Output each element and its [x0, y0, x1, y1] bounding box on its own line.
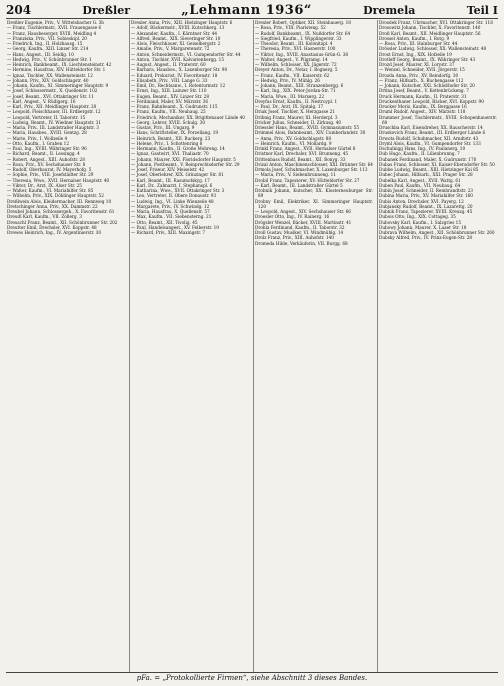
directory-entry: Dubovsky Karl, Kaufm., I. Salzgries 15: [379, 219, 462, 225]
directory-entry: — Alfred, Beamt., XIX. Sieveringer Str. 10: [131, 35, 221, 41]
directory-entry: — Friedrich, Ing., II. Holzhausg. 15: [7, 41, 83, 46]
directory-entry: — Josef, Friseur, XIV. Meiselstr. 42: [131, 167, 205, 172]
directory-entry: — Eugen, Beamt., XIV. Linzer Str. 28: [131, 93, 209, 99]
directory-entry: Drobnik Johann, Kutscher, XX. Klosterneuburger Str. 89: [255, 188, 373, 199]
directory-entry: — Max, Kaufm., VII. Siebensterng. 21: [131, 214, 212, 220]
directory-entry: — Franz, Tischlermstr., XVII. Frauengasse 6: [7, 25, 102, 31]
directory-entry: — Robert, Angest., XIII. Auhofstr. 28: [7, 156, 85, 162]
directory-entry: — Rudolf, Bankbeamt., IX. Nußdorfer Str. 64: [255, 30, 351, 36]
directory-entry: — Heinrich, Beamt., XII. Ruckerg. 23: [131, 135, 211, 141]
page-header: [6, 2, 498, 19]
directory-entry: Drizal Anton, Maschinenschlosser, XXI. Brünner Str. 64: [255, 161, 373, 167]
directory-entry: Dristner Karl, Drechsler, XVI. Brunneng. 45: [255, 151, 349, 157]
directory-entry: Drozd Josef, Maurer, XI. Lorystr. 37: [379, 62, 455, 67]
directory-entry: — Franz, Hausbesorger, XVIII. Meidling 4: [7, 30, 97, 36]
directory-entry: Druml Rudolf, Angest., XIV. Märzstr. 118: [379, 109, 466, 115]
directory-entry: — Josef, Schlossermstr., X. Quellenstr. 102: [7, 88, 98, 94]
directory-entry: — Hedwig, Priv., V. Schönbrunner Str. 1: [7, 56, 92, 62]
directory-entry: Driessler Hans, Beamt., XVIII. Gymnasiumstr. 55: [255, 125, 360, 130]
directory-entry: — Richard, Priv., XIII. Maxingstr. 7: [131, 230, 206, 235]
directory-entry: — Ferdinand, Maler, XV. Märzstr. 36: [131, 98, 209, 104]
directory-entry: — Leopold, Angest., XIV. Sechshauser Str. 66: [255, 209, 351, 214]
column-4: [377, 20, 498, 672]
directory-entry: — Hans, Angest., III. Seidlg. 10: [7, 51, 74, 57]
directory-entry: Dubrava Wilhelm, Angest., XII. Schönbrunner Str. 260: [379, 230, 495, 235]
directory-entry: — Franz, Kaufm., VII. Neubaug. 25: [131, 109, 206, 115]
directory-entry: — Barbara, Hausbes., X. Laxenburger Str. 90: [131, 67, 228, 73]
directory-entry: — Karl, Dr., Zahnarzt, I. Stephanspl. 6: [131, 182, 213, 188]
directory-entry: Druskovich Franz, Beamt., III. Erdberger Lände 6: [379, 130, 486, 136]
directory-entry: — Maria, Priv., III. Landstraßer Hauptstr. 3: [7, 125, 99, 130]
directory-entry: — Rosa, Priv., III. Hainburger Str. 44: [379, 41, 458, 46]
directory-entry: Dreutter Emil, Drechsler, XVI. Koppstr. 48: [7, 224, 97, 230]
directory-entry: Drosdek Franz, Uhrmacher, XVI. Ottakringer Str. 118: [379, 20, 493, 25]
directory-entry: — Leopold, Vertreter, II. Taborstr. 15: [7, 114, 86, 120]
directory-entry: — Karl, Beamt., III. Landstraßer Gürtel 5: [255, 182, 343, 188]
directory-entry: Drotleff Georg, Beamt., IX. Währinger Str. 43: [379, 56, 476, 62]
directory-entry: Dubas Franz, Schlosser, XI. Kaiser-Ebersdorfer Str. 50: [379, 161, 495, 167]
directory-entry: Drittenbass Rudolf, Beamt., XII. Bonyg. 33: [255, 156, 346, 162]
directory-entry: Droß Karl, Beamt., XII. Meidlinger Hauptstr. 56: [379, 30, 481, 36]
directory-entry: Dubanek Ferdinand, Maler, X. Gudrunstr. 170: [379, 156, 477, 162]
directory-entry: Drimmel Alois, Bahnbeamt., XIV. Cumberlandstr. 30: [255, 130, 366, 136]
header-left-keyword: Dreßler: [82, 3, 130, 17]
directory-entry: — Josef, Beamt., XVI. Ottakringer Str. 11: [7, 93, 94, 99]
directory-entry: Drexler Robert, Optiker, XII. Steinbauerg. 18: [255, 20, 351, 25]
directory-entry: — Theresia, Priv., XVI. Hasnerstr. 100: [255, 46, 336, 52]
directory-entry: Droll Gustav, Musiker, VI. Windmühlg. 14: [255, 230, 344, 235]
directory-entry: — Hermann, Kaufm., II. Große Mohreng. 14: [131, 146, 225, 151]
directory-entry: — Viktor, Ing., XVIII. Anastasius-Grün-G. 38: [255, 51, 349, 57]
directory-entry: — Wilhelm, Priv., XIX. Döblinger Hauptstr. 52: [7, 193, 104, 199]
header-right-keyword: Dremela: [363, 3, 416, 17]
directory-entry: Dreudl Karl, Kaufm., VII. Zollerg. 3: [7, 214, 82, 220]
directory-entry: — Karl, Angest., V. Rüdigerg. 16: [7, 98, 76, 104]
directory-entry: — Otto, Kaufm., I. Graben 12: [7, 140, 70, 146]
directory-entry: Dub Hugo, Kaufm., II. Lilienbrunng. 7: [379, 151, 460, 157]
directory-entry: — Gustav, Priv., III. Ungarg. 9: [131, 125, 195, 130]
directory-entry: Dubois Otto, Ing., XIX. Cottageg. 35: [379, 214, 456, 220]
directory-entry: Drossel Anton, Kaufm., I. Rotg. 9: [379, 35, 450, 41]
directory-entry: Dribnig Franz, Maurer, XI. Herderpl. 3: [255, 114, 338, 120]
directory-entry: — Rosa, Priv., VIII. Piaristeng. 52: [255, 25, 326, 31]
directory-entry: Dreuschl Franz, Beamt., XII. Schönbrunner Str. 202: [7, 219, 118, 225]
directory-entry: — Franziska, Priv., VII. Sobieskipl. 20: [7, 35, 87, 41]
directory-entry: Dreyer Anton, Dr., Notar, I. Bognerg. 5: [255, 67, 338, 73]
directory-entry: — Theresia, Wwe., XVII. Hernalser Hauptstr. 40: [7, 177, 110, 183]
column-1: [6, 20, 126, 672]
directory-entry: — Johann, Kaufm., XI. Simmeringer Hauptstr. 9: [7, 83, 109, 88]
directory-entry: Driak Josef, Tischler, X. Herzgasse 21: [255, 109, 335, 115]
directory-entry: — Maria, Wwe., III. Marxerg. 22: [255, 93, 325, 99]
column-3: [253, 20, 374, 672]
directory-entry: — Otto, Beamt., XII. Tivolig. 45: [131, 219, 198, 225]
directory-entry: Drobil Franz, Tapezierer, XV. Hütteldorfer Str. 27: [255, 177, 360, 183]
directory-entry: Druckenthaner Leopold, Bäcker, XVI. Koppstr. 90: [379, 98, 484, 104]
directory-entry: Dubnik Franz, Tapezierer, XVIII. Kreuzg. 45: [379, 209, 473, 214]
directory-entry: — Friedrich, Mechaniker, XX. Brigittenauer Lände 40: [131, 114, 245, 120]
directory-entry: — Emil, Dr., Rechtsanw., I. Rotenturmstr. 12: [131, 83, 226, 88]
directory-entry: — Maria, Hausfrau, X. Quellenstr. 57: [131, 209, 210, 214]
directory-entry: — Leo, Vertreter, II. Obere Donaustr. 93: [131, 193, 217, 199]
directory-entry: — Rosa, Priv., XV. Sechshauser Str. 8: [7, 161, 86, 167]
directory-entry: Dubelka Karl, Angest., XVII. Wattg. 61: [379, 177, 461, 183]
directory-entry: — Eduard, Prokurist, IV. Favoritenstr. 18: [131, 72, 218, 78]
directory-entry: — Sophie, Priv., VIII. Josefstädter Str. 29: [7, 172, 94, 178]
directory-entry: Drmola Josef, Schuhmacher, X. Laxenburger Str. 113: [255, 167, 368, 172]
directory-entry: Drohla Ferdinand, Kaufm., II. Taborstr. 32: [255, 224, 345, 230]
directory-entry: — Hedwig, Priv., IV. Mühlg. 26: [255, 77, 320, 83]
directory-entry: — Maria, Priv., V. Siebenbrunneng. 11: [255, 172, 336, 178]
directory-entry: — Ludwig, Ing., VI. Linke Wienzeile 48: [131, 198, 214, 204]
directory-entry: — Ignaz, Gastwirt, XVI. Thaliastr. 70: [131, 151, 209, 157]
directory-entry: Druck Hermann, Kaufm., II. Praterstr. 31: [379, 93, 467, 99]
directory-entry: Drosowitz Johann, Tischler, X. Favoritenstr. 140: [379, 25, 481, 31]
directory-entry: — Georg, Kaufm., XIII. Linzer Str. 214: [7, 46, 89, 52]
directory-entry: — Johann, Postbeamt., V. Reinprechtsdorfer Str. 29: [131, 161, 240, 167]
directory-entry: — Karl, Ing., XIX. Peter-Jordan-Str. 71: [255, 88, 336, 94]
directory-entry: Dretschinger Anna, Priv., XX. Dammstr. 22: [7, 203, 98, 209]
directory-entry: — Marie, Priv., I. Wollzeile 4: [7, 135, 68, 141]
directory-entry: — Anton, Tischler, XVII. Kalvarienbergg. 15: [131, 56, 224, 62]
directory-entry: Druschba Karl, Eisendreher, XX. Rauscherstr. 14: [379, 125, 483, 130]
page-footer: pFa. = „Protokollierte Firmen“, siehe Abschnitt 3 dieses Bandes.: [6, 672, 498, 684]
directory-entry: Drost Ernst, Ing., XIX. Hofzeile 19: [379, 51, 452, 57]
directory-columns: [6, 20, 498, 672]
directory-entry: — August, Angest., II. Praterstr. 60: [131, 62, 206, 67]
directory-entry: Dschulnigg Hans, Ing., IV. Paulanerg. 10: [379, 146, 466, 151]
directory-entry: — Johann, Maurer, XXI. Floridsdorfer Hauptstr. 5: [131, 156, 236, 162]
directory-entry: — Johann, Beamt., XIII. Stranzenbergg. 6: [255, 83, 344, 88]
page-title: „Lehmann 1936“: [181, 2, 312, 18]
directory-entry: — Heinrich, Kaufm., VI. Mollardg. 9: [255, 140, 332, 146]
directory-entry: — Margarete, Priv., IV. Schwindg. 12: [131, 203, 210, 209]
directory-entry: Drössler Ludwig, Schlosser, XX. Wallensteinstr. 48: [379, 46, 487, 52]
directory-entry: — Adolf, Bäckermstr., XVIII. Kutschkerg. 13: [131, 25, 225, 31]
directory-entry: — Wilhelm, Schlosser, XX. Jägerstr. 72: [255, 62, 337, 67]
directory-entry: Dubowy Johann, Maurer, X. Laaer Str. 18: [379, 224, 467, 230]
column-2: [129, 20, 250, 672]
directory-entry: — Paul, Dr., Arzt, IX. Spitalg. 17: [255, 104, 324, 109]
directory-entry: Dubis Anton, Drechsler, XVI. Payerg. 12: [379, 198, 464, 204]
directory-entry: — Ludwig, Beamt., IV. Wiedner Hauptstr. 31: [7, 119, 102, 125]
directory-entry: — Georg, Lehrer, XVIII. Schulg. 30: [131, 119, 206, 125]
directory-entry: — Amalie, Priv., V. Margaretenstr. 72: [131, 46, 210, 52]
directory-entry: — Anna, Priv., XV. Goldschlagstr. 88: [255, 135, 332, 141]
directory-entry: — Heinrich, Bankbeamt., IX. Liechtensteinstr. 42: [7, 62, 112, 67]
directory-entry: Dreyfus Ernst, Kaufm., II. Nestroypl. 1: [255, 98, 338, 104]
directory-entry: Drexler Anna, Priv., XIII. Hietzinger Hauptstr. 6: [131, 20, 233, 25]
part-label: Teil I: [466, 3, 498, 17]
page-number: 204: [6, 3, 32, 17]
directory-entry: Dromeda Hilde, Verkäuferin, VII. Burgg. 68: [255, 240, 348, 246]
directory-entry: Drinkl Franz, Angest., XVII. Hernalser Gürtel 8: [255, 146, 356, 151]
directory-entry: Dubsky Alfred, Priv., IV. Prinz-Eugen-Str. 28: [379, 235, 473, 241]
directory-entry: Drummer Josef, Tischlermstr., XVIII. Schopenhauerstr. 60: [379, 114, 497, 125]
directory-entry: Drtina Josef, Beamt., V. Kettenbrückeng. 7: [379, 88, 469, 94]
directory-entry: — Johann, Priv., XIV. Goldschlagstr. 40: [7, 77, 89, 83]
directory-entry: Drolz Franz, Priv., XIII. Auhofstr. 140: [255, 235, 334, 241]
directory-entry: — Johann, Kutscher, XXI. Schloßhofer Str. 20: [379, 83, 475, 88]
directory-entry: — Alois, Fleischhauer, XI. Geiselbergstr. 2: [131, 41, 221, 46]
directory-entry: Drögsler Wenzel, Bäcker, XVIII. Martinstr. 41: [255, 219, 352, 225]
directory-entry: — Walter, Kaufm., VI. Mariahilfer Str. 85: [7, 188, 94, 193]
directory-entry: — Paul, Handelsangest., XV. Felberstr. 19: [131, 224, 219, 230]
directory-entry: — Franz, Bahnbeamt., X. Gudrunstr. 115: [131, 104, 218, 109]
directory-entry: — Anton, Schneidermstr., VI. Gumpendorfer Str. 44: [131, 51, 241, 57]
directory-entry: — Leopold, Fleischhauer, III. Erdbergstr. 12: [7, 109, 101, 115]
directory-entry: Drobny Emil, Elektriker, XI. Simmeringer Hauptstr. 120: [255, 198, 373, 209]
directory-entry: Dreubel Johann, Schlossergeh., X. Favoritenstr. 61: [7, 209, 115, 214]
directory-entry: — Karl, Priv., XII. Meidlinger Hauptstr. 20: [7, 104, 97, 109]
directory-entry: Dricker Julius, Schneider, II. Zirkusg. 40: [255, 119, 342, 125]
directory-entry: — Ignaz, Tischler, XX. Wallensteinstr. 12: [7, 72, 93, 78]
directory-entry: — Karl, Beamt., III. Rasumofskyg. 17: [131, 177, 210, 183]
directory-entry: — Alexander, Kaufm., I. Kärntner Str. 44: [131, 30, 218, 36]
directory-entry: Dubin Josef, Schneider, II. Rembrandtstr. 23: [379, 188, 473, 193]
directory-entry: — Ernst, Ing., XIII. Lainzer Str. 110: [131, 88, 207, 94]
directory-entry: — Paul, Ing., XVIII. Währinger Str. 96: [7, 146, 87, 151]
directory-entry: Dryml Alois, Kaufm., VI. Gumpendorfer Str. 133: [379, 140, 481, 146]
directory-entry: — Siegfried, Kaufm., I. Wipplingerstr. 33: [255, 35, 342, 41]
directory-entry: Drewes Heinrich, Ing., IV. Argentinierstr. 30: [7, 230, 102, 235]
directory-entry: Droesler Otto, Ing., IV. Rainerg. 16: [255, 214, 330, 220]
directory-entry: Drozda Anna, Priv., XV. Reindorfg. 30: [379, 72, 459, 78]
directory-entry: Dubjansky Rudolf, Beamt., IX. Lazarettg. 20: [379, 203, 473, 209]
directory-entry: Dubbe Ludwig, Beamt., XIII. Hietzinger Kai 85: [379, 167, 479, 172]
directory-entry: — Hermine, Hausfrau, XIV. Hütteldorfer Str. 1: [7, 67, 106, 73]
directory-entry: — Josef, Oberlehrer, XIX. Grinzinger Str. 81: [131, 172, 224, 178]
directory-entry: — Viktor, Dr., Arzt, IX. Alser Str. 25: [7, 182, 82, 188]
directory-entry: Duben Paul, Kaufm., VII. Neubaug. 64: [379, 182, 461, 188]
directory-entry: Dubec Johann, Hilfsarb., XXI. Prager Str. 28: [379, 172, 473, 178]
directory-entry: — Helene, Priv., I. Schottenring 8: [131, 140, 203, 146]
directory-entry: — Katharina, Wwe., XVII. Ottakringer Str. 3: [131, 188, 225, 193]
directory-entry: — Franz, Kaufm., VII. Kaiserstr. 62: [255, 72, 330, 78]
directory-entry: — Wenzel, Schneider, XVII. Jörgerstr. 15: [379, 67, 465, 73]
directory-entry: Dubina Maria, Priv., XV. Mariahilfer Str. 160: [379, 193, 473, 199]
directory-entry: — Hans, Schriftsteller, IX. Porzellang. 19: [131, 130, 219, 136]
directory-entry: Drucker Moriz, Kaufm., IX. Berggasse 16: [379, 104, 467, 109]
directory-entry: Dreßlwein Alois, Kleidermacher, III. Rennweg 10: [7, 198, 112, 204]
directory-entry: — Richard, Beamt., II. Lessingg. 4: [7, 151, 80, 157]
directory-entry: Drwota Rudolf, Schuhmacher, XII. Arndtstr. 43: [379, 135, 479, 141]
directory-entry: — Elisabeth, Priv., VIII. Lange G. 33: [131, 77, 208, 83]
directory-entry: — Walter, Angest., V. Pilgramg. 14: [255, 56, 328, 62]
directory-entry: Dreßler Eugenie, Priv., V. Wittelsbacher G. 3b: [7, 20, 104, 25]
directory-entry: — Maria, Hausbes., XVIII. Gentzg. 28: [7, 130, 87, 136]
directory-entry: — Franz, Hilfsarb., X. Buchengasse 112: [379, 77, 464, 83]
directory-entry: — Rudolf, Oberbaurat, IV. Mayerhofg. 5: [7, 167, 92, 172]
directory-entry: — Theodor, Beamt., III. Kolonitzpl. 4: [255, 41, 333, 46]
